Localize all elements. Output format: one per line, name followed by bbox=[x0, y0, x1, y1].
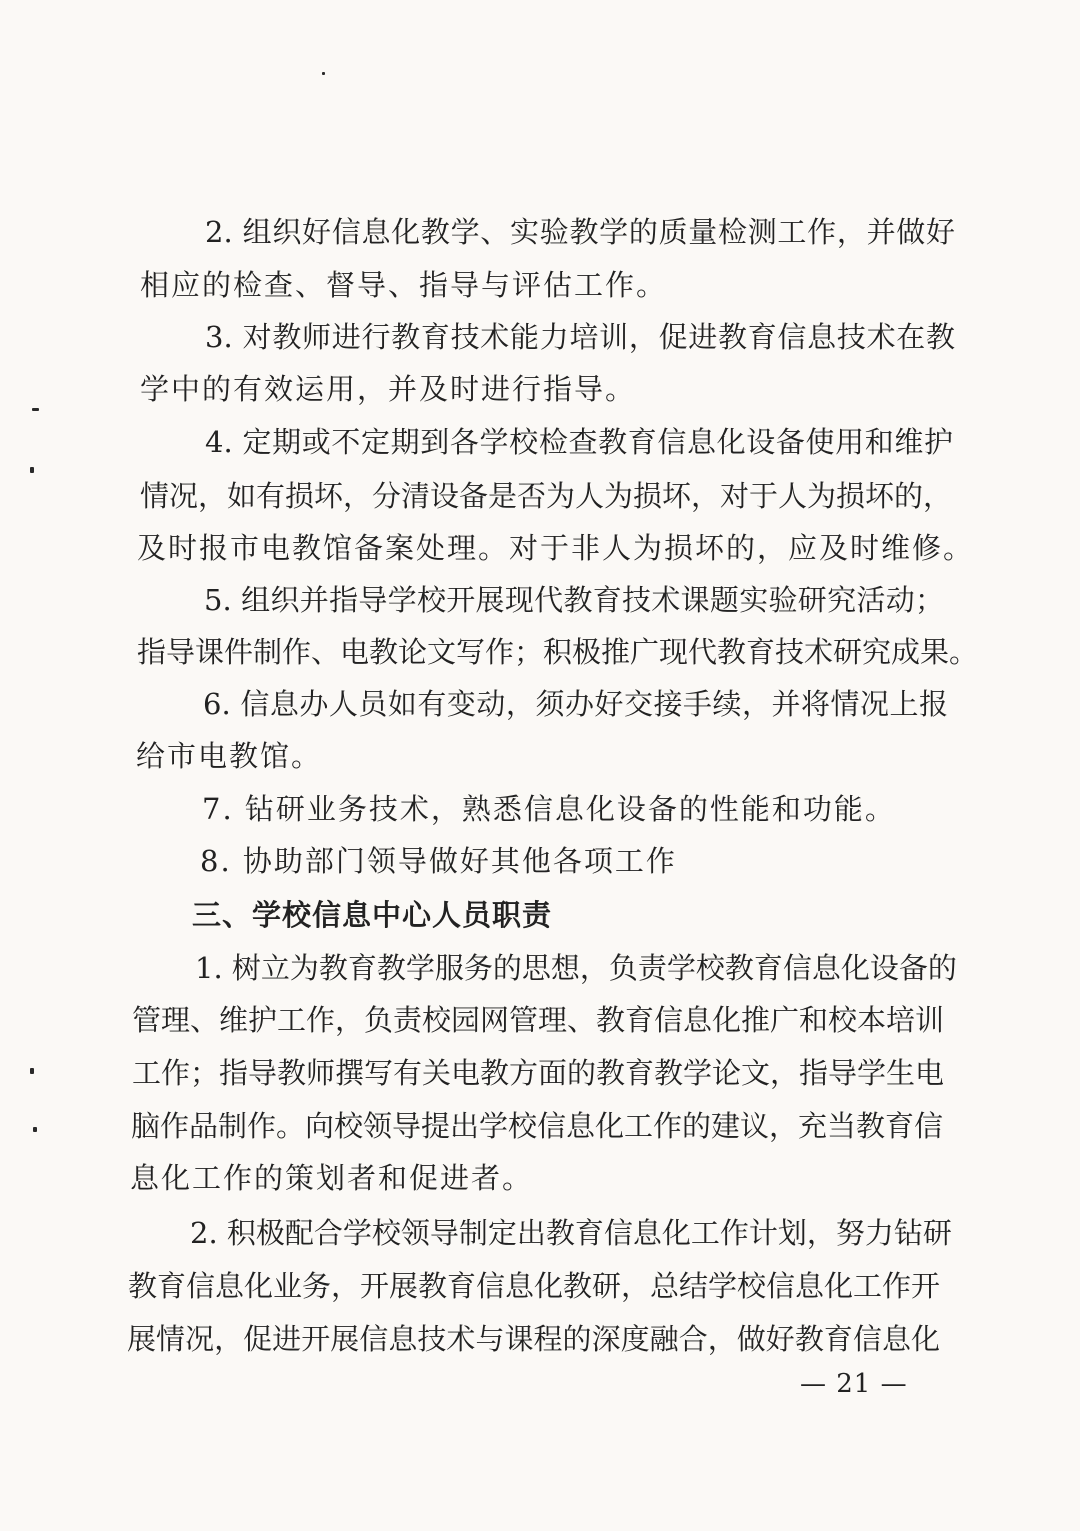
paragraph-line: 8. 协助部门领导做好其他各项工作 bbox=[200, 844, 677, 878]
paragraph-line: 指导课件制作、电教论文写作；积极推广现代教育技术研究成果。 bbox=[137, 635, 979, 669]
paragraph-line: 5. 组织并指导学校开展现代教育技术课题实验研究活动； bbox=[204, 583, 944, 617]
paragraph-line: 7. 钻研业务技术，熟悉信息化设备的性能和功能。 bbox=[202, 792, 896, 826]
scan-mark bbox=[30, 1068, 34, 1074]
paragraph-line: 管理、维护工作，负责校园网管理、教育信息化推广和校本培训 bbox=[132, 1003, 945, 1037]
paragraph-line: 6. 信息办人员如有变动，须办好交接手续，并将情况上报 bbox=[203, 687, 948, 721]
paragraph-line: 情况，如有损坏，分清设备是否为人为损坏，对于人为损坏的， bbox=[140, 479, 953, 513]
page-number: — 21 — bbox=[800, 1369, 908, 1399]
paragraph-line: 工作；指导教师撰写有关电教方面的教育教学论文，指导学生电 bbox=[132, 1056, 945, 1090]
paragraph-line: 相应的检查、督导、指导与评估工作。 bbox=[140, 268, 668, 302]
paragraph-line: 脑作品制作。向校领导提出学校信息化工作的建议，充当教育信 bbox=[131, 1109, 944, 1143]
paragraph-line: 及时报市电教馆备案处理。对于非人为损坏的，应及时维修。 bbox=[137, 531, 975, 565]
paragraph-line: 3. 对教师进行教育技术能力培训，促进教育信息技术在教 bbox=[205, 320, 955, 354]
scan-mark bbox=[322, 72, 325, 75]
paragraph-line: 息化工作的策划者和促进者。 bbox=[130, 1161, 534, 1195]
paragraph-line: 教育信息化业务，开展教育信息化教研，总结学校信息化工作开 bbox=[128, 1269, 941, 1303]
paragraph-line: 学中的有效运用，并及时进行指导。 bbox=[140, 372, 637, 406]
scan-mark bbox=[32, 408, 39, 411]
paragraph-line: 2. 组织好信息化教学、实验教学的质量检测工作，并做好 bbox=[205, 215, 955, 249]
scan-mark bbox=[30, 467, 34, 473]
paragraph-line: 2. 积极配合学校领导制定出教育信息化工作计划，努力钻研 bbox=[190, 1216, 952, 1250]
section-heading: 三、学校信息中心人员职责 bbox=[192, 898, 553, 932]
paragraph-line: 给市电教馆。 bbox=[136, 739, 323, 773]
paragraph-line: 展情况，促进开展信息技术与课程的深度融合，做好教育信息化 bbox=[127, 1322, 940, 1356]
paragraph-line: 4. 定期或不定期到各学校检查教育信息化设备使用和维护 bbox=[205, 425, 953, 459]
scan-mark bbox=[33, 1127, 37, 1132]
paragraph-line: 1. 树立为教育教学服务的思想，负责学校教育信息化设备的 bbox=[195, 951, 957, 985]
